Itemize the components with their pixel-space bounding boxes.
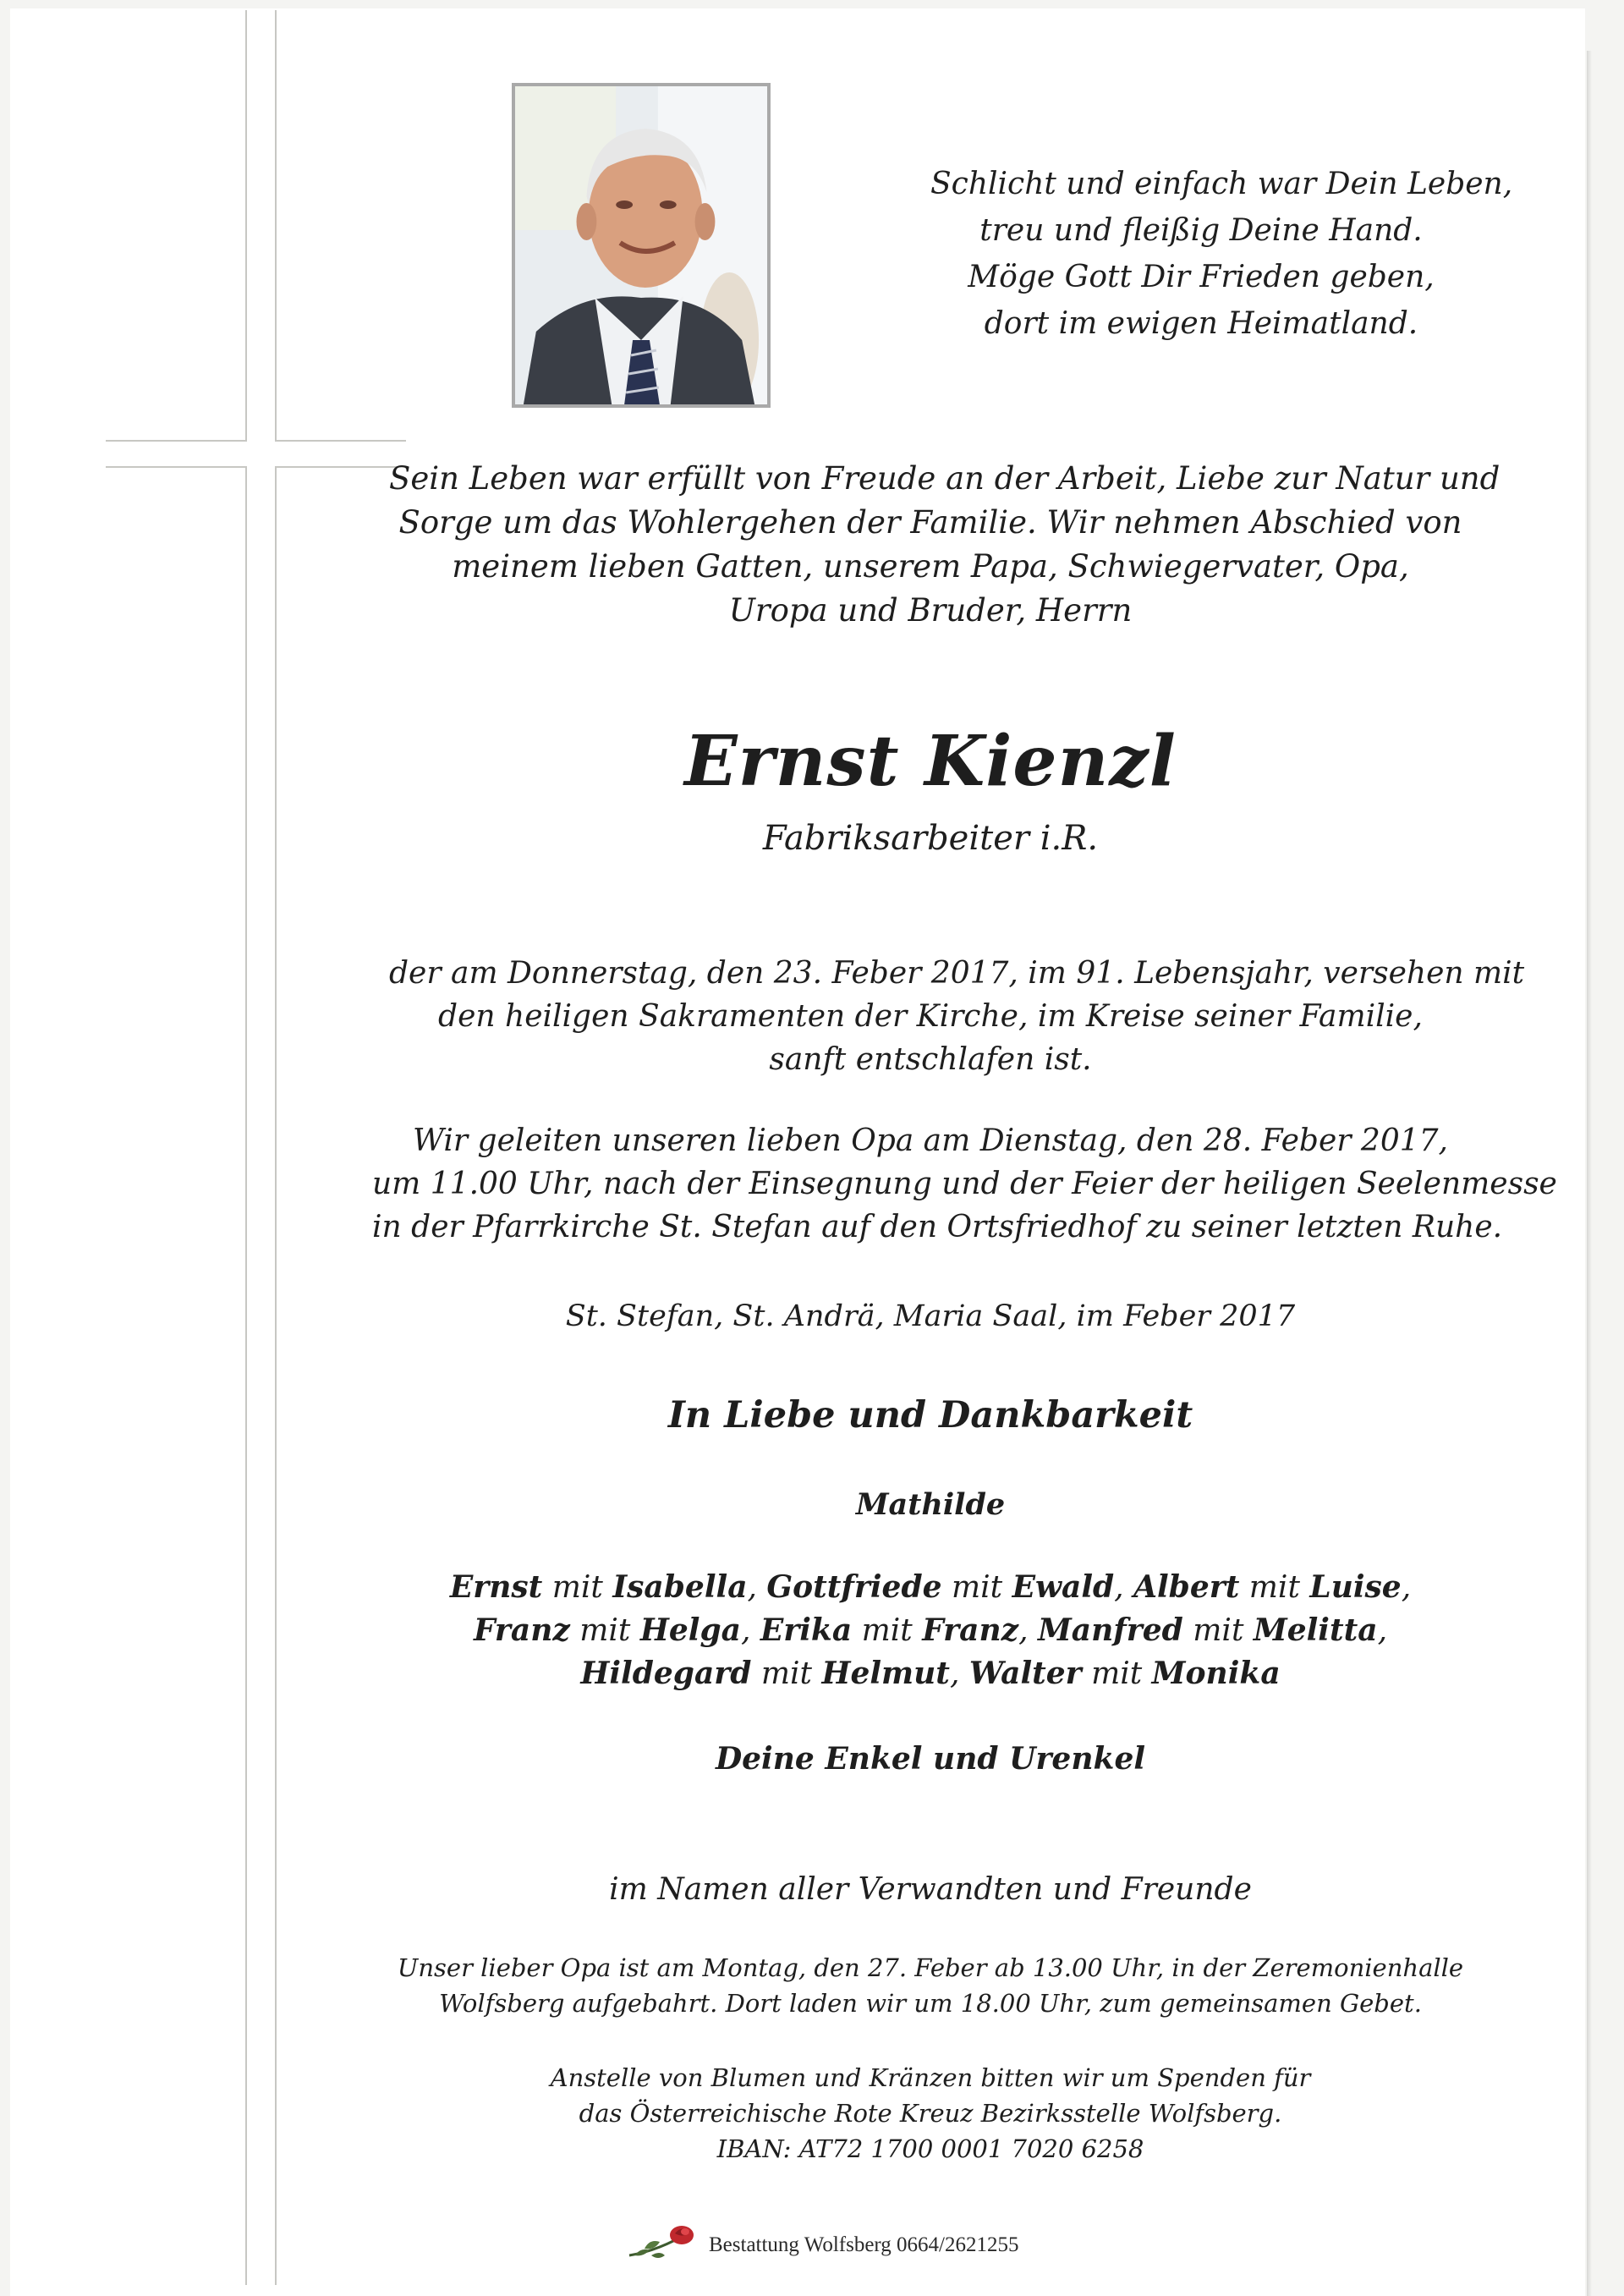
family-connector: mit <box>951 1570 1003 1605</box>
iban-line: IBAN: AT72 1700 0001 7020 6258 <box>716 2134 1144 2163</box>
gratitude-heading: In Liebe und Dankbarkeit <box>667 1394 1193 1436</box>
family-member: Monika <box>1151 1656 1281 1691</box>
family-line: Franz mit Helga, Erika mit Franz, Manfred mit Melitta, <box>473 1612 1388 1648</box>
rose-icon <box>626 2218 710 2264</box>
widow-name: Mathilde <box>855 1487 1006 1522</box>
paper-edge <box>1587 51 1592 2296</box>
death-notice-line: sanft entschlafen ist. <box>769 1042 1092 1077</box>
donation-line: das Österreichische Rote Kreuz Bezirksstelle Wolfsberg. <box>579 2099 1282 2128</box>
family-line: Hildegard mit Helmut, Walter mit Monika <box>580 1656 1281 1691</box>
family-member: Franz <box>473 1612 570 1648</box>
viewing-line: Unser lieber Opa ist am Montag, den 27. Feber ab 13.00 Uhr, in der Zeremonienhalle <box>397 1953 1464 1982</box>
family-member: Franz <box>922 1612 1019 1648</box>
family-line: Ernst mit Isabella, Gottfriede mit Ewald, Albert mit Luise, <box>449 1569 1412 1605</box>
family-connector: mit <box>861 1613 913 1648</box>
deceased-occupation: Fabriksarbeiter i.R. <box>762 819 1099 858</box>
funeral-details <box>372 1119 1557 1249</box>
family-member: Ernst <box>449 1569 543 1605</box>
death-notice <box>389 952 1525 1081</box>
place-date: St. Stefan, St. Andrä, Maria Saal, im Feber 2017 <box>565 1299 1296 1333</box>
family-member: Isabella <box>612 1569 748 1605</box>
intro-line: Uropa und Bruder, Herrn <box>728 592 1133 629</box>
relatives-line: im Namen aller Verwandten und Freunde <box>609 1872 1252 1907</box>
funeral-line: um 11.00 Uhr, nach der Einsegnung und der Feier der heiligen Seelenmesse <box>372 1167 1557 1201</box>
family-connector: mit <box>1193 1613 1244 1648</box>
portrait-photo <box>512 83 771 408</box>
family-member: Ewald <box>1012 1569 1115 1605</box>
donation-line: Anstelle von Blumen und Kränzen bitten wir um Spenden für <box>550 2063 1311 2092</box>
verse-line: Möge Gott Dir Frieden geben, <box>968 260 1435 294</box>
viewing-info <box>372 1950 1489 2021</box>
family-connector: mit <box>1248 1570 1300 1605</box>
family-member: Helga <box>639 1612 741 1648</box>
viewing-line: Wolfsberg aufgebahrt. Dort laden wir um 18.00 Uhr, zum gemeinsamen Gebet. <box>439 1989 1422 2018</box>
donation-info <box>457 2060 1404 2167</box>
intro-line: Sorge um das Wohlergehen der Familie. Wir nehmen Abschied von <box>398 504 1462 541</box>
intro-line: meinem lieben Gatten, unserem Papa, Schwiegervater, Opa, <box>452 548 1409 585</box>
intro-paragraph <box>389 457 1501 633</box>
verse-line: treu und fleißig Deine Hand. <box>979 213 1423 248</box>
family-member: Hildegard <box>580 1656 752 1691</box>
deceased-name: Ernst Kienzl <box>684 721 1177 802</box>
family-member: Melitta <box>1253 1612 1378 1648</box>
family-member: Luise <box>1309 1569 1402 1605</box>
death-notice-line: der am Donnerstag, den 23. Feber 2017, im 91. Lebensjahr, versehen mit <box>389 956 1525 991</box>
verse-line: dort im ewigen Heimatland. <box>984 306 1418 341</box>
family-member: Gottfriede <box>766 1569 942 1605</box>
death-notice-line: den heiligen Sakramenten der Kirche, im Kreise seiner Familie, <box>438 999 1423 1034</box>
intro-line: Sein Leben war erfüllt von Freude an der Arbeit, Liebe zur Natur und <box>389 460 1501 497</box>
grandchildren-line: Deine Enkel und Urenkel <box>715 1741 1146 1777</box>
verse <box>930 161 1513 347</box>
family-member: Manfred <box>1037 1612 1183 1648</box>
family-member: Helmut <box>821 1656 950 1691</box>
family-member: Albert <box>1133 1569 1240 1605</box>
family-connector: mit <box>760 1656 812 1691</box>
family-connector: mit <box>1091 1656 1143 1691</box>
family-list <box>355 1566 1506 1695</box>
family-member: Erika <box>760 1612 853 1648</box>
family-member: Walter <box>968 1656 1082 1691</box>
family-connector: mit <box>579 1613 631 1648</box>
undertaker-contact: Bestattung Wolfsberg 0664/2621255 <box>709 2233 1019 2256</box>
funeral-line: in der Pfarrkirche St. Stefan auf den Ortsfriedhof zu seiner letzten Ruhe. <box>372 1210 1503 1244</box>
funeral-line: Wir geleiten unseren lieben Opa am Dienstag, den 28. Feber 2017, <box>413 1123 1448 1158</box>
verse-line: Schlicht und einfach war Dein Leben, <box>930 167 1513 201</box>
family-connector: mit <box>551 1570 603 1605</box>
